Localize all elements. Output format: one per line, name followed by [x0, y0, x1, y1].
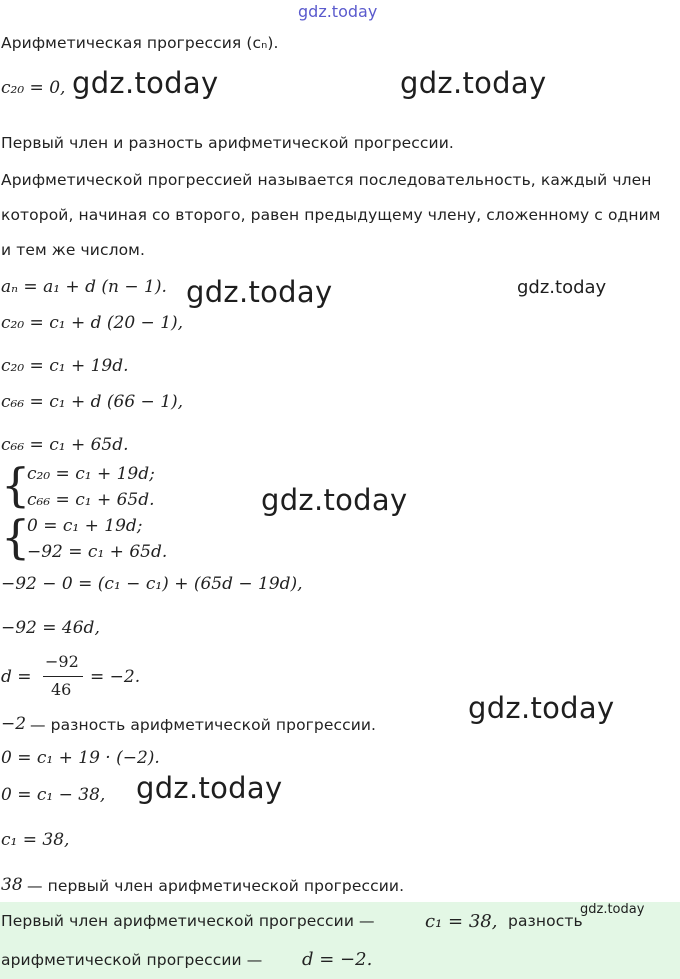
answer-line1-tail: разность	[508, 912, 583, 930]
equation-line: c₆₆ = c₁ + 65d.	[1, 435, 129, 455]
equation-line: 0 = c₁ − 38,	[1, 785, 106, 805]
problem-title: Арифметическая прогрессия (cₙ).	[1, 34, 279, 52]
equation-line: c₆₆ = c₁ + d (66 − 1),	[1, 392, 184, 412]
system-equation: −92 = c₁ + 65d.	[27, 542, 168, 562]
fraction-denominator: 46	[51, 680, 72, 699]
system-equation: 0 = c₁ + 19d;	[27, 516, 143, 536]
d-value: −2	[1, 714, 27, 734]
watermark: gdz.today	[468, 691, 615, 725]
equation-line: −92 = 46d,	[1, 618, 100, 638]
c1-value: 38	[1, 875, 23, 895]
definition-line: которой, начиная со второго, равен предыдущему члену, сложенному с одним	[1, 206, 661, 224]
equation-line: −92 − 0 = (c₁ − c₁) + (65d − 19d),	[1, 574, 303, 594]
answer-line2-text: арифметической прогрессии —	[1, 951, 263, 969]
watermark: gdz.today	[136, 771, 283, 805]
watermark: gdz.today	[580, 902, 645, 917]
watermark: gdz.today	[517, 277, 607, 298]
d-sentence: — разность арифметической прогрессии.	[30, 716, 377, 734]
definition-line: и тем же числом.	[1, 241, 145, 259]
watermark: gdz.today	[72, 66, 219, 100]
fraction	[43, 652, 83, 700]
answer-c1: c₁ = 38,	[425, 911, 498, 932]
watermark: gdz.today	[186, 275, 333, 309]
system-equation: c₆₆ = c₁ + 65d.	[27, 490, 155, 510]
d-result: = −2.	[90, 667, 141, 687]
answer-line1-text: Первый член арифметической прогрессии —	[1, 912, 375, 930]
fraction-bar	[43, 676, 83, 677]
section-heading: Первый член и разность арифметической прогрессии.	[1, 134, 454, 152]
equation-line: c₁ = 38,	[1, 830, 70, 850]
c1-sentence: — первый член арифметической прогрессии.	[27, 877, 405, 895]
system-brace: {	[1, 510, 31, 564]
equation-line: c₂₀ = c₁ + d (20 − 1),	[1, 313, 184, 333]
answer-d: d = −2.	[302, 949, 373, 970]
answer-box	[0, 902, 680, 979]
watermark: gdz.today	[400, 66, 547, 100]
equation-line: c₂₀ = c₁ + 19d.	[1, 356, 129, 376]
general-formula: aₙ = a₁ + d (n − 1).	[1, 277, 167, 297]
watermark: gdz.today	[261, 483, 408, 517]
d-prefix: d =	[1, 667, 32, 687]
given-condition: c₂₀ = 0,	[1, 78, 66, 98]
definition-line: Арифметической прогрессией называется последовательность, каждый член	[1, 171, 652, 189]
fraction-numerator: −92	[45, 652, 79, 671]
watermark-top: gdz.today	[298, 2, 378, 21]
system-brace: {	[1, 458, 31, 512]
equation-line: 0 = c₁ + 19 · (−2).	[1, 748, 160, 768]
system-equation: c₂₀ = c₁ + 19d;	[27, 464, 155, 484]
